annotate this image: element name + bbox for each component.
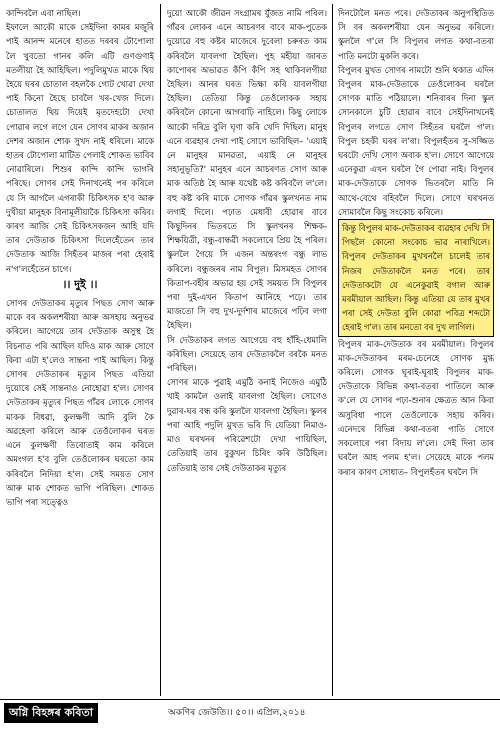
paragraph: সোণৰ মাকে পুৱাই এমুঠি কনাই নিজেও এমুঠি খাই কামলৈ ওলাই যাবলগা হৈছিল। সোণেও দুৱাৰ-ঘৰ বন্ধ কৰি স্কুললৈ যাবলগা হৈছিল। স্কুলৰ পৰা আহি পদুলি মুখত ভৰি দি যেতিয়া নিমাও-মাও ঘৰখনৰ পৰিৱেশটো দেখা পায়িছিল, তেতিয়াই তাৰ বুকুখন চিৰিং কৰি উঠিছিল। তেতিয়াই তাৰ সেই দেউতাকৰ মৃত্যুৰ	[167, 377, 327, 473]
paragraph: সি দেউতাকৰ লগত আগেয়ে বহু হাঁহি-ধেমালি কৰিছিল। সেয়েহে তাৰ দেউতাকলৈ বৰকৈ মনত পৰিছিল।	[167, 334, 327, 374]
highlighted-paragraph: কিন্তু বিপুলৰ মাক-দেউতাকৰ ব্যৱহাৰ দেখি সি পিছলৈ কোনো সংকোচ ভাৱ নাৰাখিলে। বিপুলৰ দেউতাকৰ মুখখনলৈ চালেই তাৰ নিজৰ দেউতাকলৈ মনত পৰে। তাৰ দেউতাকটো যে এনেকুৱাই বগাল আৰু মৰমীয়াল আছিল। কিন্তু এতিয়া যে তাৰ মুখৰ পৰা সেই দেউতা বুলি কোৱা পবিত্ৰ শব্দটো হেৰাই গ'ল। তাৰ মনতো বৰ দুখ লাগিল।	[338, 219, 494, 337]
column-divider	[332, 4, 333, 696]
paragraph: দিনটোলৈ মনত পৰে। দেউতাকৰ অনুপস্থিতিত সি বৰ অকলশৰীয়া যেন অনুভৱ কৰিলে। স্কুললৈ গ'লে সি বিপুলৰ লগত কথা-বতৰা পাতি মনটো মুকলি কৰে।	[338, 8, 494, 61]
column-left	[6, 6, 154, 696]
paragraph: বিপুলৰ মুখত সোণৰ নামটো শুনি থকাত এদিন বিপুলৰ মাক-দেউতাকে তেওঁলোকৰ ঘৰলৈ সোণক মাতি পঠিয়ালে। শনিবাৰৰ দিনা স্কুল সোনকালে চুটি হোৱাৰ বাবে সেইদিনাখনেই বিপুলৰ লগতে সোণ সিহঁতৰ ঘৰলৈ গ'ল। বিপুল চহকী ঘৰৰ ল'ৰা। বিপুলহঁতৰ সু-সজ্জিত ঘৰটো দেখি সোণ অবাক হ'ল। সোণে আগেয়ে এনেকুৱা এখন ঘৰলৈ গৈ পোৱা নাই। বিপুলৰ মাক-দেউতাকে সোণক ভিতৰলৈ মাতি নি আথে-বেথে বহিবলৈ দিলে। সোণে ঘৰখনত সোমাবলৈ কিছু সংকোচ কৰিলে।	[338, 64, 494, 217]
section-heading: ।। দুই ।।	[62, 277, 98, 291]
paragraph: ইফালে আকৌ মাকে সেইদিনা কামৰ মজুৰি পাই আনন্দ মনেৰে হাতত দৰবৰ টোপোলা লৈ খুবতো গানৰ কলি এটি গুণগুণাই মতলীয়া হৈ আহিছিল। পদুলিমুখত মাকে থিয় হৈয়ে ঘৰৰ চোতাল বহলকৈ গোট খোৱা দেখা পাই কিনো হৈছে চাবলৈ খৰ-খেজ দিলে। চোতালত থিয় দিয়েই মৃতদেহটো দেখা পোৱাৰ লগে লগে যেন সোণৰ মাকৰ অজান দেশৰ অজান শোক সুখদ নাই ধৰিলে। মাকে হাতৰ টোপোলা মাটিত পেলাই শোকত ভাবিব নোৱাৰিলে। শিশুৰ কান্দি কান্দি ভাগৰি পৰিছে। সোণৰ সেই দিনাখনেই পৰ কৰিলে যে সি আগলৈ এগৰাকী চিকিৎসক হ'ব আৰু দুখীয়া মানুহক বিনামূলীয়াকৈ চিকিৎসা কৰিব। কাৰণ আজি সেই চিকিৎসকজন আহি যদি তাৰ দেউতাক চিকিৎসা দিলেহেঁতেন তাৰ দেউতাক আজি সিহঁতৰ মাজৰ পৰা হেৰাই ন'গ'লহেঁতেন চাগে।	[6, 22, 154, 274]
issue-info: অকণিৰ জেউতি।। ৫০।। এপ্ৰিল,২০১৪	[168, 708, 306, 718]
column-middle	[167, 6, 327, 696]
paragraph: সোণৰ দেউতাকৰ মৃত্যুৰ পিছত সোণ আৰু মাকে বৰ অকলশৰীয়া আৰু অসহায় অনুভৱ কৰিলে। আগেয়ে তাৰ দেউতাক অসুস্থ হৈ বিচনাত পৰি আছিল যদিও মাক আৰু সোণে কিবা এটা হ'লেও সান্তনা পাই আছিল। কিন্তু সোণৰ দেউতাকৰ মৃত্যুৰ পিছত এতিয়া দুয়োৰে সেই সান্তনাও নোহোৱা হ'ল। সোণৰ দেউতাকৰ মৃত্যুৰ পিছত গাঁৱৰ লোকে সোণৰ মাকক বিধৱা, কুলক্ষণী আদি বুলি কৈ অৱহেলা কৰিলে আৰু তেওঁলোকৰ ঘৰত এনে কুলক্ষণী তিৰোতাই কাম কৰিলে অমংগল হ'ব বুলি তেওঁলোকৰ ঘৰতো কাম কৰিবলৈ নিদিয়া হ'ল। সেই সময়ত সোণ আৰু মাক শোকত ভাগি পৰিছিল। শোকত ভাগি পৰা সত্ত্বেও	[6, 298, 154, 507]
column-right	[338, 6, 494, 696]
paragraph: দুয়ো আকৌ জীৱন সংগ্ৰামৰ যুঁজত নামি পৰিল। গাঁৱৰ লোকৰ এনে আচৰণৰ বাবে মাক-পুতেক দুয়োৱে বহু কষ্টৰ মাজেৰে দুবেলা চৰুৰত কাম কৰিবলৈ যাবলগা হৈছিল। পুহ মহীয়া জাৰত কাপোৰৰ অভাৱত কঁপি কঁপি সহ থাকিবলগীয়া হৈছিল। আনৰ ঘৰত ভিক্ষা কৰি যাবলগীয়া হৈছিল। তেতিয়া কিন্তু তেওঁলোকক সহায় কৰিবলৈ কোনো আগবাঢ়ি নাহিলে। কিছু লোকে আকৌ দৰিদ্ৰ বুলি ঘৃণা কৰি খেদি দিছিল। মানুহ এনে ব্যৱহাৰ দেখা পাই সোণে ভাবিছিল– 'এয়াই নে মানুহৰ মানৱতা, এয়াই নে মানুহৰ সহানুভূতি?' মানুহৰ এনে আচৰণত সোণ আৰু মাক অতিষ্ঠ হৈ আৰু যথেষ্ট কষ্ট কৰিবলৈ ল'লে। বহু কষ্ট কৰি মাকে সোণক গাঁৱৰ স্কুলখনত নাম লগাই দিলে। পঢ়াত মেধাবী হোৱাৰ বাবে কিছুদিনৰ ভিতৰতে সি স্কুলখনৰ শিক্ষক-শিক্ষয়িত্ৰী, বন্ধু-বান্ধৱী সকলোৰে প্ৰিয় হৈ পৰিল। স্কুললৈ গৈয়ে সি এজন অন্তৰংগ বন্ধু লাভ কৰিলে। বন্ধুজনৰ নাম বিপুল। মিসমহত সোণৰ কিতাপ-বহীৰ অভাৱ হয় সেই সময়ত সি বিপুলৰ পৰা দুই-এখন কিতাপ আনিহে পঢ়ে। তাৰ মাজতো সি বহু দুখ-দুৰ্দশাৰ মাজেৰে পঢ়িব লগা হৈছিল।	[167, 8, 327, 331]
page-footer	[0, 699, 500, 728]
magazine-logo: অগ্নি বিহঙ্গৰ কবিতা	[4, 703, 98, 723]
paragraph: কান্দিবলৈ এবা নাছিল।	[6, 8, 81, 18]
paragraph: বিপুলৰ মাক-দেউতাক বৰ মৰমীয়াল। বিপুলৰ মাক-দেউতাকৰ মৰম-চেনেহে সোণক মুগ্ধ কৰিলে। সোণক ঘূৰাই-ঘূৰাই বিপুলৰ মাক-দেউতাকে বিভিন্ন কথা-বতৰা পাতিলে আৰু ক'লে যে সোণৰ পঢ়া-শুনাৰ ক্ষেত্ৰত আন কিবা অসুবিধা পালে তেওঁলোকে সহায় কৰিব। এনেদৰে বিভিন্ন কথা-বতৰা পাতি সোণে সকলোৰে পৰা বিদায় ল'লে। সেই দিনা তাৰ ঘৰলৈ আহ পলম হ'ল। সেয়েহে মাকে পলম কৰাৰ কাৰণ সোধাত– বিপুলহঁতৰ ঘৰলৈ সি	[338, 338, 494, 477]
column-divider	[160, 4, 161, 696]
